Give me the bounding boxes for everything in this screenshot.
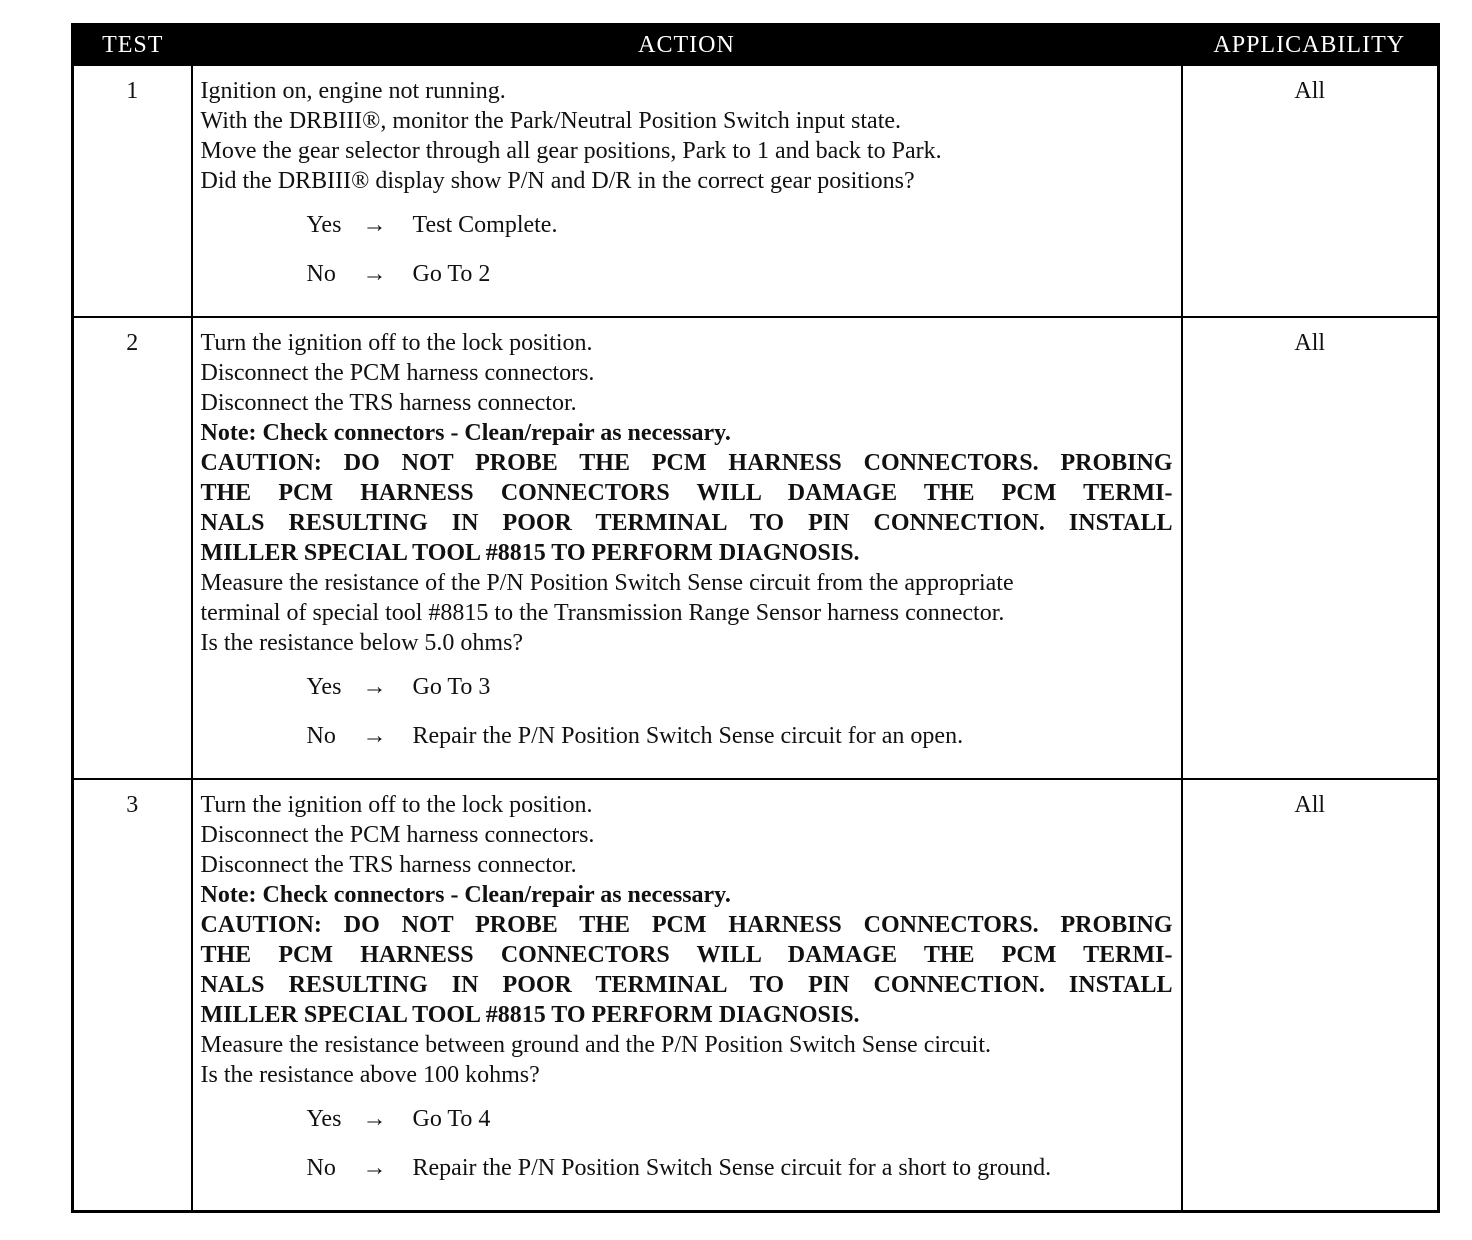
test-row-2 bbox=[73, 317, 1439, 779]
step-line: Turn the ignition off to the lock position. bbox=[200, 792, 593, 818]
action-cell bbox=[192, 779, 1182, 1212]
step-line: Disconnect the TRS harness connector. bbox=[200, 852, 577, 878]
yes-result: Go To 3 bbox=[412, 674, 491, 700]
caution-line: MILLER SPECIAL TOOL #8815 TO PERFORM DIAGNOSIS. bbox=[200, 540, 860, 566]
step-line: Turn the ignition off to the lock position. bbox=[200, 330, 593, 356]
yes-answer bbox=[307, 210, 1173, 259]
step-line: With the DRBIII®, monitor the Park/Neutral Position Switch input state. bbox=[200, 108, 902, 134]
step-line: Did the DRBIII® display show P/N and D/R in the correct gear positions? bbox=[200, 168, 915, 194]
applicability-cell: All bbox=[1182, 779, 1439, 1212]
step-line: terminal of special tool #8815 to the Transmission Range Sensor harness connector. bbox=[200, 600, 1005, 626]
no-label: No bbox=[306, 723, 336, 749]
right-arrow-icon: → bbox=[362, 674, 387, 700]
step-line: Disconnect the PCM harness connectors. bbox=[200, 822, 595, 848]
step-line: Is the resistance below 5.0 ohms? bbox=[200, 630, 524, 656]
no-result: Go To 2 bbox=[412, 261, 491, 287]
step-line: Is the resistance above 100 kohms? bbox=[200, 1062, 540, 1088]
right-arrow-icon: → bbox=[362, 261, 387, 287]
right-arrow-icon: → bbox=[362, 212, 387, 238]
yes-label: Yes bbox=[306, 212, 342, 238]
test-number: 1 bbox=[73, 65, 192, 317]
caution-line: CAUTION: DO NOT PROBE THE PCM HARNESS CONNECTORS. PROBING bbox=[200, 450, 1173, 476]
caution-line: Note: Check connectors - Clean/repair as necessary. bbox=[200, 882, 731, 908]
action-steps bbox=[201, 790, 1173, 1090]
step-line: Ignition on, engine not running. bbox=[200, 78, 506, 104]
header-test: TEST bbox=[73, 25, 192, 66]
caution-line: NALS RESULTING IN POOR TERMINAL TO PIN CONNECTION. INSTALL bbox=[200, 510, 1173, 536]
no-answer bbox=[307, 1153, 1173, 1202]
no-result: Repair the P/N Position Switch Sense circuit for a short to ground. bbox=[412, 1155, 1052, 1181]
right-arrow-icon: → bbox=[362, 1155, 387, 1181]
caution-line: THE PCM HARNESS CONNECTORS WILL DAMAGE THE PCM TERMI- bbox=[200, 480, 1173, 506]
yes-label: Yes bbox=[306, 1106, 342, 1132]
test-number: 2 bbox=[73, 317, 192, 779]
test-number: 3 bbox=[73, 779, 192, 1212]
action-cell bbox=[192, 65, 1182, 317]
no-answer bbox=[307, 259, 1173, 308]
action-cell bbox=[192, 317, 1182, 779]
answer-options bbox=[201, 1104, 1173, 1202]
action-steps bbox=[201, 76, 1173, 196]
caution-line: THE PCM HARNESS CONNECTORS WILL DAMAGE THE PCM TERMI- bbox=[200, 942, 1173, 968]
yes-result: Test Complete. bbox=[412, 212, 558, 238]
applicability-cell: All bbox=[1182, 317, 1439, 779]
answer-options bbox=[201, 210, 1173, 308]
step-line: Measure the resistance of the P/N Position Switch Sense circuit from the appropriate bbox=[200, 570, 1014, 596]
test-row-3 bbox=[73, 779, 1439, 1212]
answer-options bbox=[201, 672, 1173, 770]
no-answer bbox=[307, 721, 1173, 770]
table-header-row bbox=[73, 25, 1439, 66]
header-applicability: APPLICABILITY bbox=[1182, 25, 1439, 66]
step-line: Disconnect the PCM harness connectors. bbox=[200, 360, 595, 386]
diagnostic-test-table bbox=[71, 23, 1440, 1213]
right-arrow-icon: → bbox=[362, 723, 387, 749]
yes-answer bbox=[307, 1104, 1173, 1153]
yes-result: Go To 4 bbox=[412, 1106, 491, 1132]
right-arrow-icon: → bbox=[362, 1106, 387, 1132]
caution-line: CAUTION: DO NOT PROBE THE PCM HARNESS CONNECTORS. PROBING bbox=[200, 912, 1173, 938]
caution-line: MILLER SPECIAL TOOL #8815 TO PERFORM DIAGNOSIS. bbox=[200, 1002, 860, 1028]
step-line: Measure the resistance between ground and the P/N Position Switch Sense circuit. bbox=[200, 1032, 991, 1058]
header-action: ACTION bbox=[192, 25, 1182, 66]
caution-line: Note: Check connectors - Clean/repair as necessary. bbox=[200, 420, 731, 446]
step-line: Disconnect the TRS harness connector. bbox=[200, 390, 577, 416]
no-result: Repair the P/N Position Switch Sense circuit for an open. bbox=[412, 723, 964, 749]
yes-label: Yes bbox=[306, 674, 342, 700]
yes-answer bbox=[307, 672, 1173, 721]
caution-line: NALS RESULTING IN POOR TERMINAL TO PIN CONNECTION. INSTALL bbox=[200, 972, 1173, 998]
no-label: No bbox=[306, 1155, 336, 1181]
step-line: Move the gear selector through all gear positions, Park to 1 and back to Park. bbox=[200, 138, 942, 164]
no-label: No bbox=[306, 261, 336, 287]
test-row-1 bbox=[73, 65, 1439, 317]
applicability-cell: All bbox=[1182, 65, 1439, 317]
action-steps bbox=[201, 328, 1173, 658]
